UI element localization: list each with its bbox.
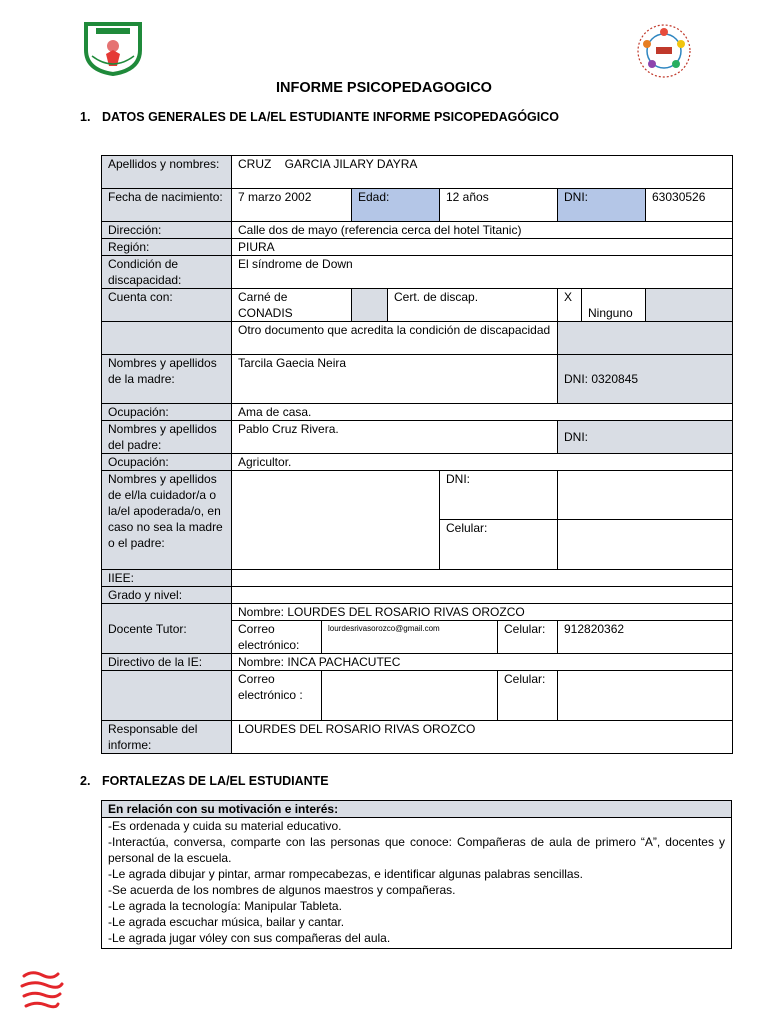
cuenta-label: Cuenta con:: [102, 289, 232, 322]
ninguno-checkbox[interactable]: [646, 289, 733, 322]
children-circle-logo-icon: [630, 22, 698, 80]
mejor-educacion-logo-icon: [18, 966, 64, 1012]
carne-checkbox[interactable]: [352, 289, 388, 322]
fecha-label: Fecha de nacimiento:: [102, 189, 232, 222]
directivo-correo-value: [322, 671, 498, 721]
padre-dni: DNI:: [558, 421, 733, 454]
madre-ocupacion-label: Ocupación:: [102, 404, 232, 421]
fortaleza-line: -Le agrada jugar vóley con sus compañeras del aula.: [108, 931, 391, 945]
dni-value: 63030526: [646, 189, 733, 222]
section-1-number: 1.: [80, 110, 91, 124]
docente-label: Docente Tutor:: [102, 604, 232, 654]
padre-value: Pablo Cruz Rivera.: [232, 421, 558, 454]
madre-value: Tarcila Gaecia Neira: [232, 355, 558, 404]
condicion-value: El síndrome de Down: [232, 256, 733, 289]
responsable-value: LOURDES DEL ROSARIO RIVAS OROZCO: [232, 721, 733, 754]
madre-dni: DNI: 0320845: [558, 355, 733, 404]
direccion-value: Calle dos de mayo (referencia cerca del hotel Titanic): [232, 222, 733, 239]
directivo-spacer: [102, 671, 232, 721]
edad-value: 12 años: [440, 189, 558, 222]
directivo-celular-value: [558, 671, 733, 721]
docente-email: lourdesrivasorozco@gmail.com: [322, 621, 498, 654]
cert-checkbox[interactable]: X: [558, 289, 582, 322]
directivo-nombre: Nombre: INCA PACHACUTEC: [232, 654, 733, 671]
responsable-label: Responsable del informe:: [102, 721, 232, 754]
fortaleza-line: -Interactúa, conversa, comparte con las personas que conoce: Compañeras de aula de primero “A”, docentes y personal de la escuela.: [108, 835, 725, 865]
directivo-correo-label: Correo electrónico :: [232, 671, 322, 721]
apellidos-label: Apellidos y nombres:: [102, 156, 232, 189]
direccion-label: Dirección:: [102, 222, 232, 239]
fortaleza-line: -Es ordenada y cuida su material educativo.: [108, 819, 342, 833]
iiee-value: [232, 570, 733, 587]
fortalezas-table: [101, 800, 732, 949]
docente-correo-label: Correo electrónico:: [232, 621, 322, 654]
fortaleza-line: -Le agrada dibujar y pintar, armar rompecabezas, e identificar algunas palabras sencillas.: [108, 867, 583, 881]
cuidador-celular-value: [558, 520, 733, 570]
otro-doc-label: Otro documento que acredita la condición de discapacidad: [232, 322, 558, 355]
region-label: Región:: [102, 239, 232, 256]
cert-label: Cert. de discap.: [388, 289, 558, 322]
condicion-label: Condición de discapacidad:: [102, 256, 232, 289]
docente-nombre: Nombre: LOURDES DEL ROSARIO RIVAS OROZCO: [232, 604, 733, 621]
fortalezas-list: [102, 818, 732, 949]
iiee-label: IIEE:: [102, 570, 232, 587]
docente-celular: 912820362: [558, 621, 733, 654]
fortaleza-line: -Se acuerda de los nombres de algunos maestros y compañeras.: [108, 883, 456, 897]
fecha-value: 7 marzo 2002: [232, 189, 352, 222]
region-value: PIURA: [232, 239, 733, 256]
madre-ocupacion-value: Ama de casa.: [232, 404, 733, 421]
carne-label: Carné de CONADIS: [232, 289, 352, 322]
cuidador-dni-value: [558, 471, 733, 520]
padre-ocupacion-value: Agricultor.: [232, 454, 733, 471]
padre-ocupacion-label: Ocupación:: [102, 454, 232, 471]
madre-label: Nombres y apellidos de la madre:: [102, 355, 232, 404]
fortaleza-line: -Le agrada escuchar música, bailar y cantar.: [108, 915, 345, 929]
otro-doc-value: [558, 322, 733, 355]
fortalezas-heading: En relación con su motivación e interés:: [102, 801, 732, 818]
section-1-heading: [80, 110, 559, 124]
directivo-celular-label: Celular:: [498, 671, 558, 721]
page-title: INFORME PSICOPEDAGOGICO: [276, 80, 492, 96]
cuidador-celular-label: Celular:: [440, 520, 558, 570]
apellidos-value: CRUZ GARCIA JILARY DAYRA: [232, 156, 733, 189]
cuidador-label: Nombres y apellidos de el/la cuidador/a o la/el apoderada/o, en caso no sea la madre o el padre:: [102, 471, 232, 570]
ninguno-label: Ninguno: [582, 289, 646, 322]
directivo-label: Directivo de la IE:: [102, 654, 232, 671]
datos-generales-table: [101, 155, 733, 754]
section-2-heading: [80, 774, 329, 788]
docente-celular-label: Celular:: [498, 621, 558, 654]
otro-doc-spacer: [102, 322, 232, 355]
fortaleza-line: -Le agrada la tecnología: Manipular Tableta.: [108, 899, 342, 913]
section-2-label: FORTALEZAS DE LA/EL ESTUDIANTE: [102, 774, 329, 788]
dni-label: DNI:: [558, 189, 646, 222]
cuidador-value: [232, 471, 440, 570]
cuidador-dni-label: DNI:: [440, 471, 558, 520]
grado-label: Grado y nivel:: [102, 587, 232, 604]
section-2-number: 2.: [80, 774, 91, 788]
edad-label: Edad:: [352, 189, 440, 222]
padre-label: Nombres y apellidos del padre:: [102, 421, 232, 454]
school-crest-icon: [82, 20, 144, 76]
section-1-label: DATOS GENERALES DE LA/EL ESTUDIANTE INFORME PSICOPEDAGÓGICO: [102, 110, 559, 124]
grado-value: [232, 587, 733, 604]
